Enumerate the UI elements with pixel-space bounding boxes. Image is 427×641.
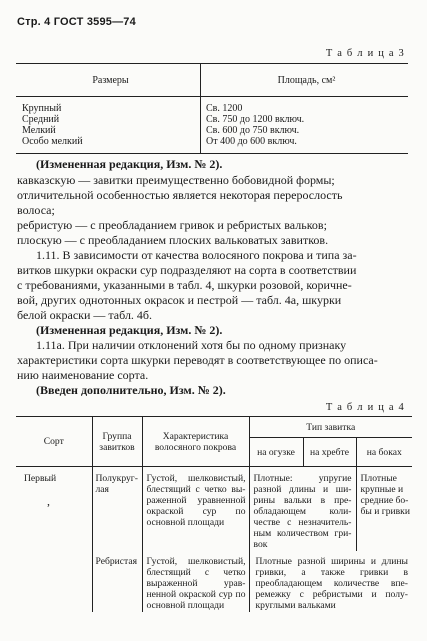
table4-header-gouge: на огузке	[249, 438, 303, 467]
paragraph-line: нию наименование сорта.	[17, 368, 149, 382]
table4-cell-characteristic: Густой, шелковистый, блестящий с четко выраженной уравненной окраской сур по основной площади	[142, 467, 249, 552]
table3-row: Средний Св. 750 до 1200 включ.	[16, 114, 408, 125]
paragraph-line: отличительной особенностью является некоторая перерослость	[17, 188, 343, 202]
table4-cell-curl-types: Плотные разной ширины и длины гривки, а также гривки в преобладающем количестве вперемежку с ребристыми и полукруглыми вальками	[249, 551, 412, 612]
table3-header-area: Площадь, см²	[201, 64, 409, 97]
table3-caption: Т а б л и ц а 3	[325, 48, 405, 59]
amendment-note: (Измененная редакция, Изм. № 2).	[36, 157, 223, 171]
paragraph-line: кавказскую — завитки преимущественно бобовидной формы;	[17, 173, 335, 187]
paragraph-line: с требованиями, указанными в табл. 4, шкурки розовой, коричне-	[17, 278, 352, 292]
table4-cell-characteristic: Густой, шелковистый, блестящий с четко выраженной уравненной окраской сур по основной площади	[142, 551, 249, 612]
paragraph-line: волоса;	[17, 203, 55, 217]
table4-header-characteristic: Характеристика волосяного покрова	[142, 417, 249, 467]
table3-row: Мелкий Св. 600 до 750 включ.	[16, 125, 408, 136]
page-header: Стр. 4 ГОСТ 3595—74	[17, 16, 136, 28]
amendment-note: (Введен дополнительно, Изм. № 2).	[36, 383, 226, 397]
paragraph-line: 1.11. В зависимости от качества волосяного покрова и типа за-	[36, 248, 357, 262]
table-row	[16, 551, 412, 612]
table4-header-group: Группа завитков	[92, 417, 142, 467]
table-row	[16, 467, 412, 552]
table4-caption: Т а б л и ц а 4	[325, 402, 405, 413]
table4-cell-gouge-ridge: Плотные: упругие разной длины и ширины вальки в преобладающем количестве с незначительным количеством гривок	[249, 467, 356, 552]
paragraph-line: характеристики сорта шкурки переводят в соответствующее по описа-	[17, 353, 378, 367]
table4-cell-sides: Плотные крупные и средние бобы и гривки	[356, 467, 412, 552]
table4-cell-group: Ребристая	[92, 551, 142, 612]
table4-header-ridge: на хребте	[303, 438, 356, 467]
stray-mark: ,	[47, 494, 50, 508]
table4-header-sides: на боках	[356, 438, 412, 467]
table3	[16, 63, 408, 154]
paragraph-line: витков шкурки окраски сур подразделяют на сорта в соответствии	[17, 263, 357, 277]
paragraph-line: 1.11а. При наличии отклонений хотя бы по одному признаку	[36, 338, 347, 352]
paragraph-line: плоскую — с преобладанием плоских вальковатых завитков.	[17, 233, 329, 247]
table4-cell-group: Полукруглая	[92, 467, 142, 552]
table3-row: Особо мелкий От 400 до 600 включ.	[16, 136, 408, 154]
table4-cell-sort: Первый	[24, 473, 57, 484]
table4-header-curl-type: Тип завитка	[249, 417, 412, 438]
table3-row: Крупный Св. 1200	[16, 103, 408, 114]
table4	[16, 416, 412, 612]
paragraph-line: ребристую — с преобладанием гривок и ребристых вальков;	[17, 218, 327, 232]
paragraph-line: вой, других однотонных окрасок и пестрой — табл. 4а, шкурки	[17, 293, 342, 307]
amendment-note: (Измененная редакция, Изм. № 2).	[36, 323, 223, 337]
table3-header-size: Размеры	[16, 64, 201, 97]
table4-header-sort: Сорт	[16, 417, 92, 467]
paragraph-line: белой окраски — табл. 4б.	[17, 308, 153, 322]
